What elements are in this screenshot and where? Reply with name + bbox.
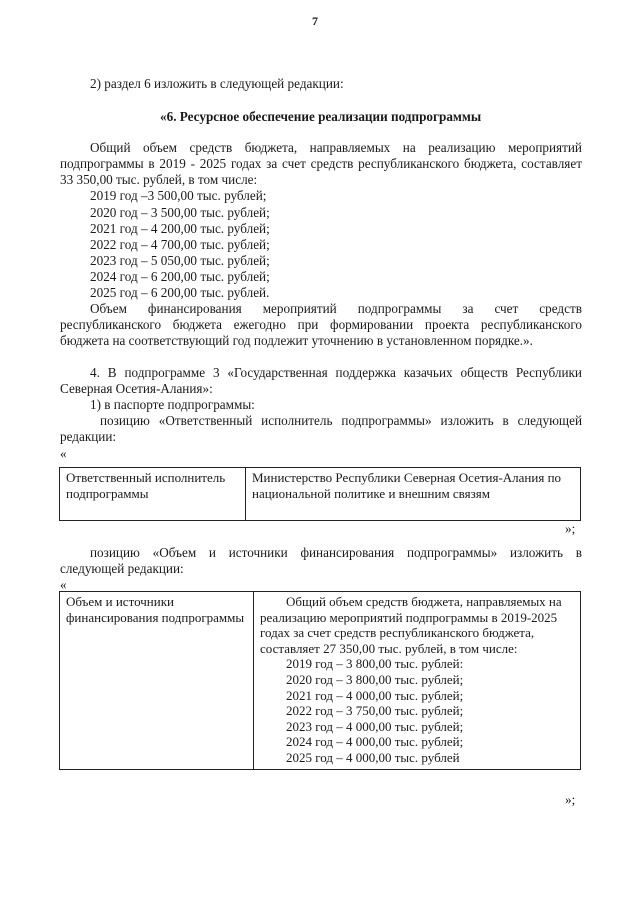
item-4-line-2: Северная Осетия-Алания»: [60, 381, 213, 396]
cell-text: Ответственный исполнитель [66, 470, 226, 485]
cell-text: финансирования подпрограммы [66, 609, 245, 625]
financing-line-3: бюджета на соответствующий год подлежит уточнению в установленном порядке.». [60, 333, 533, 348]
cell-text: реализацию мероприятий подпрограммы в 2019-2025 [260, 609, 558, 625]
table-cell-label [60, 468, 246, 521]
item-2-text: 2) раздел 6 изложить в следующей редакции: [90, 76, 344, 91]
cell-text: 2024 год – 4 000,00 тыс. рублей; [286, 734, 464, 750]
open-quote-1: « [60, 446, 67, 461]
cell-text: 2019 год – 3 800,00 тыс. рублей: [286, 656, 464, 672]
item-4-line-1: 4. В подпрограмме 3 «Государственная поддержка казачьих обществ Республики [90, 365, 582, 380]
section-title: «6. Ресурсное обеспечение реализации подпрограммы [160, 109, 482, 124]
position-1-line-2: редакции: [60, 429, 117, 444]
cell-text: 2020 год – 3 800,00 тыс. рублей; [286, 671, 464, 687]
cell-text: 2025 год – 4 000,00 тыс. рублей [286, 749, 460, 765]
year-item: 2021 год – 4 200,00 тыс. рублей; [90, 221, 270, 236]
close-quote-2: »; [565, 792, 576, 807]
table-responsible-executor [59, 467, 581, 521]
position-2-line-2: следующей редакции: [60, 561, 184, 576]
cell-text: 2021 год – 4 000,00 тыс. рублей; [286, 687, 464, 703]
table-row [60, 592, 581, 770]
financing-line-2: республиканского бюджета ежегодно при формировании проекта республиканского [60, 317, 582, 332]
cell-text: подпрограммы [66, 485, 149, 501]
intro-line-3: 33 350,00 тыс. рублей, в том числе: [60, 172, 258, 187]
cell-text: годах за счет средств республиканского бюджета, [260, 625, 535, 641]
cell-text: Общий объем средств бюджета, направляемых на [286, 594, 562, 609]
financing-line-1: Объем финансирования мероприятий подпрограммы за счет средств [90, 301, 582, 316]
year-item: 2023 год – 5 050,00 тыс. рублей; [90, 253, 270, 268]
item-4-sub-1: 1) в паспорте подпрограммы: [90, 397, 255, 412]
cell-text: Министерство Республики Северная Осетия-Алания по [252, 470, 562, 485]
position-1-line-1: позицию «Ответственный исполнитель подпрограммы» изложить в следующей [100, 413, 582, 428]
year-item: 2024 год – 6 200,00 тыс. рублей; [90, 269, 270, 284]
page-number: 7 [312, 14, 318, 28]
table-cell-value [246, 468, 581, 521]
table-financing [59, 591, 581, 770]
intro-line-2: подпрограммы в 2019 - 2025 годах за счет средств республиканского бюджета, составляет [60, 156, 582, 171]
year-item: 2025 год – 6 200,00 тыс. рублей. [90, 285, 270, 300]
cell-text: национальной политике и внешним связям [252, 485, 490, 501]
cell-text: составляет 27 350,00 тыс. рублей, в том числе: [260, 640, 518, 656]
position-2-line-1: позицию «Объем и источники финансирования подпрограммы» изложить в [90, 545, 582, 560]
table-cell-value [254, 592, 581, 770]
table-cell-label [60, 592, 254, 770]
table-row [60, 468, 581, 521]
close-quote-1: »; [565, 521, 576, 536]
year-item: 2019 год –3 500,00 тыс. рублей; [90, 188, 267, 203]
intro-line-1: Общий объем средств бюджета, направляемых на реализацию мероприятий [90, 140, 582, 155]
open-quote-2: « [60, 577, 67, 592]
year-item: 2020 год – 3 500,00 тыс. рублей; [90, 205, 270, 220]
cell-text: 2023 год – 4 000,00 тыс. рублей; [286, 718, 464, 734]
cell-text: Объем и источники [66, 594, 174, 609]
year-item: 2022 год – 4 700,00 тыс. рублей; [90, 237, 270, 252]
cell-text: 2022 год – 3 750,00 тыс. рублей; [286, 703, 464, 719]
